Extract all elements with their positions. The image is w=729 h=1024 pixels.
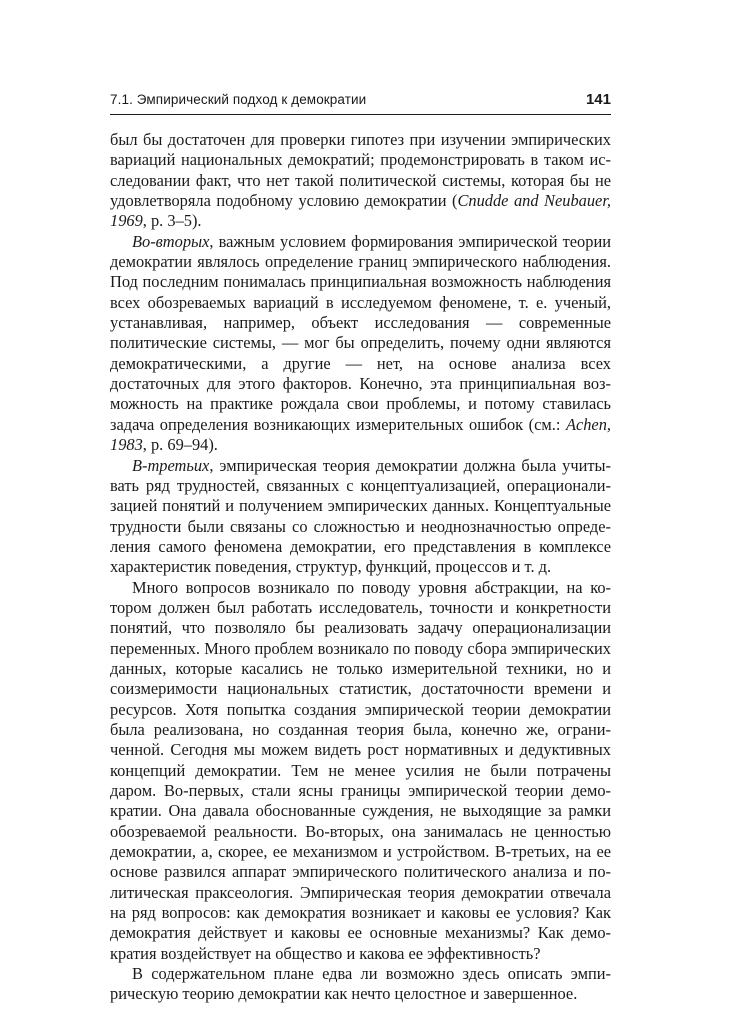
page-number: 141: [585, 91, 611, 108]
section-title: 7.1. Эмпирический подход к демократии: [110, 92, 367, 107]
paragraph-4: [110, 578, 611, 965]
paragraph-3: [110, 456, 611, 578]
paragraph-4-text: Много вопросов возникало по поводу уровня абстракции, на котором должен был работать исследователь, точности и конкретности понятий, что позволяло бы реализовать задачу операционализации переменных. Много проблем возникало по поводу сбора эмпирических данных, которые касались не только измерительной техники, но и соизмеримости национальных статистик, достаточности времени и ресурсов. Хотя попытка создания эмпирической теории демократии была реализована, но созданная теория была, конечно же, ограниченной. Сегодня мы можем видеть рост нормативных и дедуктивных концепций демократии. Тем не менее усилия не были потрачены даром. Во-первых, стали ясны границы эмпирической теории демократии. Она давала обоснованные суждения, не выходящие за рамки обозреваемой реальности. Во-вторых, она занималась не ценностью демократии, а, скорее, ее механизмом и устройством. В-третьих, на ее основе развился аппарат эмпирического политического анализа и политическая праксеология. Эмпирическая теория демократии отвечала на ряд вопросов: как демократия возникает и каковы ее условия? Как демократия действует и каковы ее основные механизмы? Как демократия воздействует на общество и какова ее эффективность?: [110, 577, 611, 963]
paragraph-2-text-b: , p. 69–94).: [142, 435, 218, 455]
paragraph-3-text: , эмпирическая теория демократии должна была учитывать ряд трудностей, связанных с концептуализацией, операционализацией понятий и получением эмпирических данных. Концептуальные трудности были связаны со сложностью и неоднозначностью определения самого феномена демократии, его представления в комплексе характеристик поведения, структур, функций, процессов и т. д.: [110, 455, 611, 577]
paragraph-5: [110, 964, 611, 1005]
paragraph-5-text: В содержательном плане едва ли возможно здесь описать эмпирическую теорию демократии как нечто целостное и завершенное.: [110, 964, 611, 1004]
citation-achen: Achen, 1983: [110, 414, 611, 455]
paragraph-1: [110, 130, 611, 232]
paragraph-1-text-a: был бы достаточен для проверки гипотез при изучении эмпирических вариаций национальных демократий; продемонстрировать в таком исследовании факт, что нет такой политической системы, которая бы не удовлетворяла подобному условию демократии (: [110, 130, 611, 211]
paragraph-1-text-b: , p. 3–5).: [142, 211, 202, 231]
paragraph-2-text-a: , важным условием формирования эмпирической теории демократии являлось определение границ эмпирического наблюдения. Под последним понималась принципиальная возможность наблюдения всех обозреваемых вариаций в исследуемом феномене, т. е. ученый, устанавливая, например, объект исследования — современные политические системы, — мог бы определить, почему одни являются демократическими, а другие — нет, на основе анализа всех достаточных для этого факторов. Конечно, эта принципиальная возможность на практике рождала свои проблемы, и потому ставилась задача определения возникающих измерительных ошибок (см.:: [110, 231, 611, 434]
paragraph-2: [110, 232, 611, 456]
running-head: [110, 92, 611, 115]
body-text: [110, 130, 611, 1005]
paragraph-2-lead: Во-вторых: [132, 231, 210, 251]
paragraph-3-lead: В-третьих: [132, 455, 210, 475]
citation-cnudde-neubauer: Cnudde and Neubauer, 1969: [110, 191, 611, 231]
